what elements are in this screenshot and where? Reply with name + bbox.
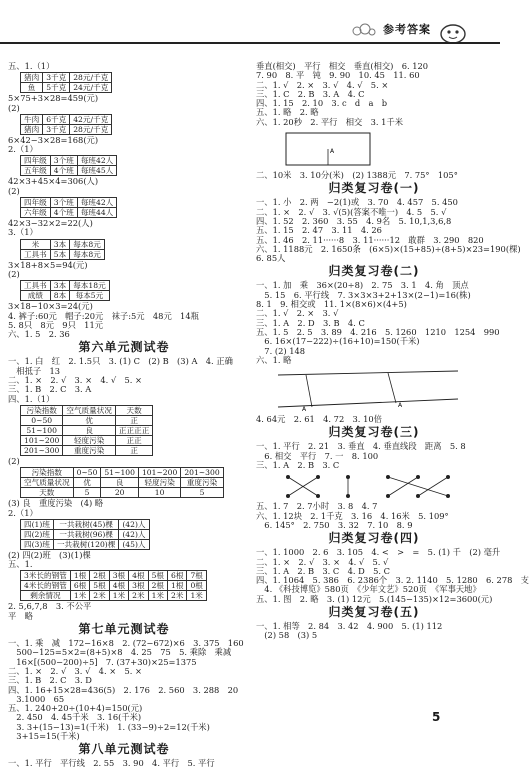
table-grade-1 (20, 155, 117, 176)
table-cell: 201~300 (21, 445, 63, 455)
rectangle-figure (268, 129, 388, 169)
answer-line: 平 略 (8, 610, 33, 621)
answer-line: 五、1. 略 2. 略 (256, 107, 319, 118)
table-cell: 猪肉 (21, 124, 43, 134)
table-row (21, 291, 110, 301)
answer-line: 6. 85人 (256, 253, 286, 264)
table-trees (20, 519, 150, 550)
table-row (21, 73, 112, 83)
table-cell: 工具书 (21, 249, 51, 259)
answer-line: 五、1.（1） (8, 61, 55, 71)
table-cell: 鱼 (21, 83, 43, 93)
answer-line: 2.（1） (8, 507, 38, 518)
table-cell: 四(1)班 (21, 519, 54, 529)
table-row (21, 425, 153, 435)
answer-line: 五、1. 7 2. 7小时 3. 8 4. 7 (256, 501, 378, 512)
table-cell: 6千克 (43, 114, 70, 124)
answer-line: 3×18−10×3=24(元) (8, 301, 93, 312)
table-cell: 3千克 (43, 124, 70, 134)
table-cell: 5本 (50, 249, 69, 259)
section-title-review5: 归类复习卷(五) (328, 604, 420, 619)
right-column (256, 61, 529, 641)
answer-line: 五、1. 46 2. 11······8 3. 11······12 敢群 3. 290 820 (256, 234, 484, 245)
table-cell: 3米长的钢管 (21, 571, 71, 581)
table-cell: 猪肉 (21, 73, 43, 83)
table-row (21, 488, 224, 498)
answer-line: 三、1. A 2. D 3. B 4. C (256, 317, 365, 328)
table-cell: 1米 (187, 591, 206, 601)
section-title-unit7: 第七单元测试卷 (78, 622, 170, 637)
table-cell: 五年级 (21, 166, 51, 176)
header-rule (0, 42, 500, 44)
answer-line: 五、1. 240+20÷(10+4)=150(元) (8, 703, 143, 714)
table-cell: 7根 (187, 571, 206, 581)
table-cell: 一共栽树(120)棵 (53, 539, 118, 549)
table-cell: (42)人 (119, 519, 149, 529)
table-cell: 51~100 (21, 425, 63, 435)
section-title-review4: 归类复习卷(四) (328, 531, 420, 546)
table-cell: 1根 (70, 571, 89, 581)
table-cell: 六年级 (21, 208, 51, 218)
table-cell: 每本8元 (70, 239, 105, 249)
mascot-icon (438, 20, 468, 44)
answer-line: 3×18+8×5=94(元) (8, 259, 88, 270)
table-cell: 3本 (50, 281, 69, 291)
table-cell: 轻度污染 (138, 478, 180, 488)
answer-line: 六、1. 20秒 2. 平行 相交 3. 1千米 (256, 116, 404, 127)
table-meat-2 (20, 114, 112, 135)
answer-line: 五、1. 15 2. 47 3. 11 4. 26 (256, 225, 382, 236)
answer-line: (2) (8, 268, 20, 279)
section-title-unit8: 第八单元测试卷 (78, 742, 170, 757)
table-cell: 5 (181, 488, 223, 498)
answer-line: 二、1. × 2. √ 3. √ 4. × 5. × (8, 665, 142, 676)
answer-line: 五、1. 5 2. 5 3. 89 4. 216 5. 1260 1210 1254 990 (256, 326, 500, 337)
answer-line: 2. 5,6,7,8 3. 不公平 (8, 601, 92, 612)
answer-line: 一、1. 加 乘 36×(20÷8) 2. 75 3. 1 4. 角 顶点 (256, 280, 469, 291)
answer-line: 一、1. 相等 2. 84 3. 42 4. 900 5. (1) 112 (256, 620, 443, 631)
answer-line: (3) 良 重度污染 (4) 略 (8, 498, 104, 509)
table-row (21, 435, 153, 445)
page-number: 5 (432, 710, 441, 724)
table-cell: 米 (21, 239, 51, 249)
table-cell: 5根 (90, 581, 109, 591)
table-grade-2 (20, 197, 117, 218)
table-cell: 2米 (168, 591, 187, 601)
table-row (21, 591, 207, 601)
answer-line: 2. 450 4. 45千米 3. 16(千米) (8, 712, 142, 723)
table-cell: 污染指数 (21, 468, 74, 478)
table-cell: 优 (63, 415, 116, 425)
table-cell: 3根 (129, 581, 148, 591)
table-row (21, 539, 150, 549)
section-title-review2: 归类复习卷(二) (328, 264, 420, 279)
answer-line: 一、1. 平行 2. 21 3. 垂直 4. 垂直线段 距离 5. 8 (256, 441, 466, 452)
answer-line: 5. 8只 8元 9只 11元 (8, 319, 104, 330)
table-cell: 3个班 (50, 156, 77, 166)
table-cell: 101~200 (21, 435, 63, 445)
svg-text:A: A (302, 406, 307, 414)
parallel-lines-figure (268, 367, 468, 413)
section-title-review1: 归类复习卷(一) (328, 181, 420, 196)
answer-line: 一、1. 小 2. 两 −2(1)或 3. 70 4. 457 5. 450 (256, 197, 458, 208)
table-cell: 四年级 (21, 198, 51, 208)
table-cell: 24元/千克 (70, 83, 112, 93)
table-cell: 正正正正 (115, 425, 152, 435)
table-cell: 10 (138, 488, 180, 498)
table-cell: 51~100 (101, 468, 139, 478)
table-cell: 5根 (148, 571, 167, 581)
section-title-review3: 归类复习卷(三) (328, 425, 420, 440)
answer-line: 7. (2) 148 (256, 345, 306, 356)
answer-line: 4. 裤子:60元 帽子:20元 袜子:5元 48元 14瓶 (8, 310, 199, 321)
answer-line: 三、1. B 2. C 3. A (8, 384, 92, 395)
header-decoration-icon (350, 22, 376, 36)
table-cell: 空气质量状况 (63, 405, 116, 415)
table-cell: 0根 (187, 581, 206, 591)
table-cell: 4个班 (50, 208, 77, 218)
table-cell: 重度污染 (63, 445, 116, 455)
answer-line: (2) 四(2)班 (3)(1)棵 (8, 549, 91, 560)
table-cell: 1米 (109, 591, 128, 601)
answer-line: 5. 15 6. 平行线 7. 3×3×3+2+13×(2−1)=16(株) (256, 289, 471, 300)
answer-line: 5×75+3×28=459(元) (8, 93, 99, 104)
table-cell: 天数 (21, 488, 74, 498)
answer-line: 3.（1） (8, 227, 38, 238)
answer-line: 四、1. 16+15×28=436(5) 2. 176 2. 560 3. 288 20 (8, 684, 239, 695)
answer-line: 四、1. 52 2. 360 3. 55 4. 9名 5. 10,1,3,6,8 (256, 215, 452, 226)
answer-line: 相抵子 13 (8, 365, 61, 376)
table-cell: 2米 (129, 591, 148, 601)
table-cell: 重度污染 (181, 478, 223, 488)
answer-line: 8. 1 9. 相交或 11. 1×(8×6)×(4+5) (256, 299, 407, 310)
answer-line: 三、1. A 2. B 3. C (256, 460, 340, 471)
table-cell: 一共栽树(96)棵 (53, 529, 118, 539)
answer-line: (2) (8, 455, 20, 466)
table-cell: 四年级 (21, 156, 51, 166)
table-cell: 一共栽树(45)棵 (53, 519, 118, 529)
table-cell: 每本5元 (70, 291, 109, 301)
table-air-tally (20, 405, 153, 456)
section-title-unit6: 第六单元测试卷 (78, 340, 170, 355)
table-cell: 28元/千克 (70, 124, 112, 134)
table-row (21, 281, 110, 291)
matching-figure (268, 472, 478, 500)
answer-line: 一、1. 白 红 2. 1.5只 3. (1) C (2) B (3) A 4. 正确 (8, 356, 233, 367)
answer-line: 6. 相交 平行 7. 一 8. 100 (256, 450, 379, 461)
answer-line: 四、1.（1） (8, 393, 55, 404)
answer-line: 二、1. × 2. √ 3. √(5)(答案不唯一) 4. 5 5. √ (256, 206, 447, 217)
table-cell: 3千克 (43, 73, 70, 83)
table-cell: 成绩 (21, 291, 51, 301)
answer-line: 六、1. 略 (256, 354, 292, 365)
table-cell: 2根 (148, 581, 167, 591)
table-cell: 每班44人 (77, 208, 116, 218)
table-cell: 每班42人 (77, 156, 116, 166)
table-cell: 4个班 (50, 166, 77, 176)
table-row (21, 478, 224, 488)
table-cell: (42)人 (119, 529, 149, 539)
answer-line: (2) (8, 185, 20, 196)
table-cell: 牛肉 (21, 114, 43, 124)
page-header (0, 0, 500, 58)
table-cell: 污染指数 (21, 405, 63, 415)
table-cell: 正正 (115, 435, 152, 445)
header-title: 参考答案 (383, 23, 431, 36)
table-cell: 6根 (70, 581, 89, 591)
table-row (21, 114, 112, 124)
table-cell: 每班45人 (77, 166, 116, 176)
answer-line: 16×[(500−200)÷5] 7. (37+30)×25=1375 (8, 656, 197, 667)
table-cell: 28元/千克 (70, 73, 112, 83)
table-cell: 42元/千克 (70, 114, 112, 124)
answer-line: 六、1. 1188元 2. 1650条 (6×5)×(15+85)÷(8+5)×23=190(棵) (256, 243, 521, 254)
table-cell: 轻度污染 (63, 435, 116, 445)
table-cell: 空气质量状况 (21, 478, 74, 488)
table-row (21, 156, 117, 166)
answer-line: 6×42−3×28=168(元) (8, 134, 99, 145)
table-cell: 正 (115, 445, 152, 455)
answer-line: (2) 58 (3) 5 (256, 630, 318, 641)
table-cell: 良 (63, 425, 116, 435)
table-cell: 1米 (70, 591, 89, 601)
answer-line: 四、1. 15 2. 10 3. c d a b (256, 98, 388, 109)
answer-line: 六、1. 5 2. 36 (8, 329, 70, 340)
table-row (21, 239, 105, 249)
table-air-days (20, 467, 224, 498)
svg-text:A: A (330, 148, 335, 156)
table-cell: 6根 (168, 571, 187, 581)
table-cell: 每班42人 (77, 198, 116, 208)
table-cell: 天数 (115, 405, 152, 415)
answer-line: 五、1. (8, 559, 33, 570)
table-books-2 (20, 280, 110, 301)
answer-line: 二、1. √ 2. × 3. √ (256, 308, 339, 319)
answer-line: 3+15=15(千米) (8, 730, 80, 741)
table-row (21, 208, 117, 218)
answer-line: 6. 16×(17−222)÷(16+10)=150(千米) (256, 336, 420, 347)
answer-line: 二、10米 3. 10分(米) (2) 1388元 7. 75° 105° (256, 170, 458, 181)
table-cell: 每本18元 (70, 281, 109, 291)
table-cell: 良 (101, 478, 139, 488)
answer-line: 500−125=5×2=(8+5)×8 4. 25 75 5. 乘除 乘减 (8, 647, 232, 658)
answer-line: 二、1. × 2. √ 3. × 4. √ 5. × (8, 375, 142, 386)
table-cell: 四(3)班 (21, 539, 54, 549)
table-cell: 5 (73, 488, 101, 498)
table-cell: 8本 (50, 291, 69, 301)
table-cell: 0~50 (73, 468, 101, 478)
table-meat-1 (20, 72, 112, 93)
table-pipes (20, 570, 207, 601)
answer-line: 一、1. 1000 2. 6 3. 105 4. < > = 5. (1) 千 (2) 毫升 (256, 547, 501, 558)
answer-line: 7. 90 8. 平 钝 9. 90 10. 45 11. 60 (256, 70, 420, 81)
table-row (21, 124, 112, 134)
table-cell: 剩余情况 (21, 591, 71, 601)
table-row (21, 571, 207, 581)
table-cell: 3个班 (50, 198, 77, 208)
table-cell: 每本8元 (70, 249, 105, 259)
answer-line: 3. 3+(15−13)=1(千米) 1. (33−9)÷2=12(千米) (8, 721, 210, 732)
answer-line: 2.（1） (8, 144, 38, 155)
answer-line: 二、1. √ 2. × 3. √ 4. √ 5. × (256, 79, 389, 90)
table-cell: 四(2)班 (21, 529, 54, 539)
table-cell: 1米 (148, 591, 167, 601)
answer-line: 四、1. 1064 5. 386 6. 2386个 3. 2. 1140 5. 1280 6. 278 支 (256, 575, 529, 586)
table-cell: 0~50 (21, 415, 63, 425)
answer-line: 三、1. C 2. B 3. A 4. C (256, 88, 365, 99)
table-row (21, 445, 153, 455)
table-cell: 4米长的钢管 (21, 581, 71, 591)
answer-line: 4. 《科技博览》580页 《少年文艺》520页 《军事天地》 (256, 584, 481, 595)
table-row (21, 83, 112, 93)
table-row (21, 468, 224, 478)
table-cell: (45)人 (119, 539, 149, 549)
table-row (21, 415, 153, 425)
answer-line: 五、1. 图 2. 略 3. (1) 12元 5.(145−135)×12=3600(元) (256, 593, 493, 604)
answer-line: 一、1. 乘 减 172−16×8 2. (72−672)×6 3. 375 160 (8, 638, 244, 649)
table-row (21, 581, 207, 591)
table-cell: 3根 (109, 571, 128, 581)
table-cell: 正 (115, 415, 152, 425)
table-cell: 2米 (90, 591, 109, 601)
table-cell: 4根 (109, 581, 128, 591)
left-column (8, 61, 244, 769)
table-cell: 2根 (90, 571, 109, 581)
answer-line: 三、1. A 2. B 3. C 4. D 5. C (256, 565, 390, 576)
table-cell: 5千克 (43, 83, 70, 93)
table-row (21, 405, 153, 415)
table-row (21, 529, 150, 539)
answer-line: 三、1. B 2. C 3. D (8, 675, 92, 686)
answer-line: 4. 64元 2. 61 4. 72 3. 10倍 (256, 414, 382, 425)
table-cell: 101~200 (138, 468, 180, 478)
table-cell: 4根 (129, 571, 148, 581)
answer-line: 3.1000 65 (8, 693, 65, 704)
table-cell: 优 (73, 478, 101, 488)
table-cell: 201~300 (181, 468, 223, 478)
answer-line: 42×3−32×2=22(人) (8, 218, 93, 229)
answer-line: 一、1. 平行 平行线 2. 55 3. 90 4. 平行 5. 平行 (8, 758, 215, 769)
table-cell: 3本 (50, 239, 69, 249)
table-books-1 (20, 239, 105, 260)
table-cell: 工具书 (21, 281, 51, 291)
table-row (21, 166, 117, 176)
answer-line: (2) (8, 102, 20, 113)
answer-line: 42×3+45×4=306(人) (8, 176, 99, 187)
table-row (21, 519, 150, 529)
answer-line: 二、1. × 2. √ 3. × 4. √ 5. √ (256, 556, 389, 567)
svg-text:A: A (398, 402, 403, 410)
answer-line: 垂直(相交) 平行 相交 垂直(相交) 6. 120 (256, 61, 429, 71)
answer-line: 六、1. 12块 2. 1千克 3. 16 4. 16米 5. 109° (256, 510, 449, 521)
table-row (21, 198, 117, 208)
table-cell: 20 (101, 488, 139, 498)
table-cell: 1根 (168, 581, 187, 591)
answer-line: 6. 145° 2. 750 3. 32 7. 10 8. 9 (256, 519, 413, 530)
table-row (21, 249, 105, 259)
